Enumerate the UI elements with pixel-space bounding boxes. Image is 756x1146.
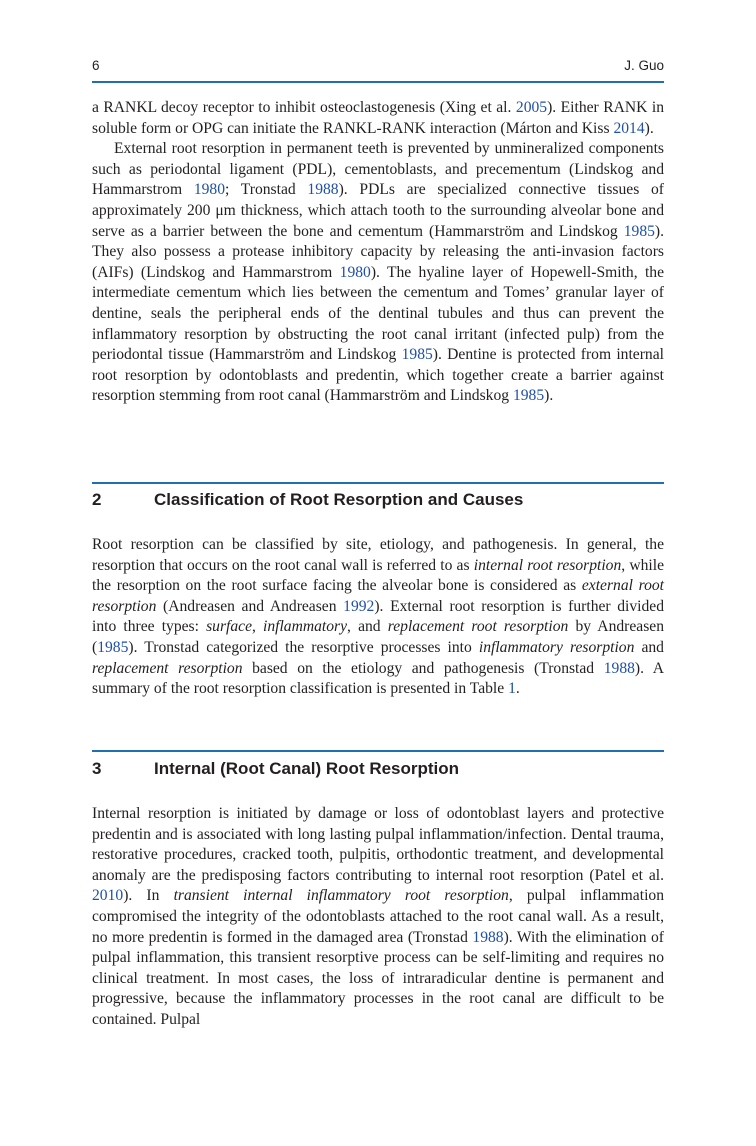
citation-link[interactable]: 1992 xyxy=(343,597,375,615)
citation-link[interactable]: 2014 xyxy=(613,119,645,137)
citation-link[interactable]: 1985 xyxy=(512,387,545,405)
citation-link[interactable]: 1985 xyxy=(97,638,129,656)
citation-link[interactable]: 1988 xyxy=(603,659,635,677)
citation-link[interactable]: 1988 xyxy=(472,928,504,946)
section-heading xyxy=(92,490,664,510)
text-run: , xyxy=(251,618,264,636)
table-link[interactable]: 1 xyxy=(508,680,516,698)
text-run: ). A summary of the root resorption classification is presented in Table xyxy=(92,659,664,698)
section-number: 2 xyxy=(92,490,102,509)
text-run: ). Dentine is protected from internal root resorption by odontoblasts and predentin, which together create a barrier against resorption stemming from root canal (Hammarström and Lindskog xyxy=(92,346,664,405)
text-run: , pulpal inflammation compromised the integrity of the odontoblasts attached to the root canal wall. As a result, no more predentin is formed in the damaged area (Tronstad xyxy=(92,887,664,946)
section-2-text xyxy=(92,535,664,700)
text-run: ). They also possess a protease inhibitory capacity by releasing the anti-invasion factors (AIFs) (Lindskog and Hammarstrom xyxy=(92,222,664,281)
italic-term: inflammatory xyxy=(263,618,348,636)
running-author: J. Guo xyxy=(624,58,664,73)
citation-link[interactable]: 1985 xyxy=(401,346,433,364)
text-run: ). PDLs are specialized connective tissues of approximately 200 μm thickness, which attach tooth to the surrounding alveolar bone and serve as a barrier between the bone and cementum (Hammarström and Lindskog xyxy=(92,181,664,240)
text-run: a RANKL decoy receptor to inhibit osteoclastogenesis (Xing et al. xyxy=(92,99,516,116)
text-run: Root resorption can be classified by site, etiology, and pathogenesis. In general, the resorption that occurs on the root canal wall is referred to as xyxy=(92,536,664,574)
italic-term: external root resorption xyxy=(92,577,665,615)
italic-term: replacement resorption xyxy=(92,659,243,677)
text-run: , and xyxy=(347,618,388,636)
text-run: ). Tronstad categorized the resorptive processes into xyxy=(128,638,479,656)
italic-term: internal root resorption xyxy=(473,556,622,574)
italic-term: inflammatory resorption xyxy=(478,638,635,656)
citation-link[interactable]: 2005 xyxy=(515,99,548,116)
paragraph xyxy=(92,139,664,407)
text-run: ). xyxy=(544,387,554,405)
text-run: based on the etiology and pathogenesis (Tronstad xyxy=(242,659,604,677)
text-run: ). xyxy=(644,119,654,137)
header-rule xyxy=(92,81,664,83)
text-run: and xyxy=(634,638,664,656)
section-number: 3 xyxy=(92,759,102,778)
paragraph xyxy=(92,535,664,700)
running-header xyxy=(92,58,664,73)
text-run: . xyxy=(515,680,520,698)
section-rule xyxy=(92,482,664,484)
text-run: (Andreasen and Andreasen xyxy=(156,597,344,615)
text-run: Internal resorption is initiated by damage or loss of odontoblast layers and protective predentin and is associated with long lasting pulpal inflammation/infection. Dental trauma, restorative procedures, cracked tooth, pulpitis, orthodontic treatment, and developmental anomaly are the predisposing factors contributing to internal root resorption (Patel et al. xyxy=(92,805,664,884)
italic-term: replacement root resorption xyxy=(387,618,569,636)
italic-term: transient internal inflammatory root resorption xyxy=(173,887,509,905)
text-run: ; Tronstad xyxy=(225,181,308,199)
text-run: , while the resorption on the root surface facing the alveolar bone is considered as xyxy=(92,556,664,595)
paragraph xyxy=(92,98,664,139)
section-heading xyxy=(92,759,664,779)
text-run: ). In xyxy=(123,887,174,905)
section-rule xyxy=(92,750,664,752)
text-run: ). External root resorption is further divided into three types: xyxy=(92,597,665,636)
text-run: ). With the elimination of pulpal inflammation, this transient resorptive process can be self-limiting and requires no clinical treatment. In most cases, the loss of intraradicular dentine is permanent and progressive, because the inflammatory processes in the root canal are difficult to be contained. Pulpal xyxy=(92,928,665,1028)
section-title: Classification of Root Resorption and Causes xyxy=(154,490,524,509)
citation-link[interactable]: 1988 xyxy=(307,181,339,199)
section-title: Internal (Root Canal) Root Resorption xyxy=(154,759,460,778)
citation-link[interactable]: 2010 xyxy=(92,887,124,905)
section-3-text xyxy=(92,804,664,1031)
text-run: ). The hyaline layer of Hopewell-Smith, the intermediate cementum which lies between the cementum and Tomes’ granular layer of dentine, seals the peripheral ends of the dentinal tubules and thus can prevent the inflammatory resorption by obstructing the root canal irritant (infected pulp) from the periodontal tissue (Hammarström and Lindskog xyxy=(92,263,664,364)
text-run: External root resorption in permanent teeth is prevented by unmineralized components such as periodontal ligament (PDL), cementoblasts, and precementum (Lindskog and Hammarstrom xyxy=(92,140,664,199)
paragraph xyxy=(92,804,664,1031)
citation-link[interactable]: 1980 xyxy=(339,263,371,281)
intro-text xyxy=(92,98,664,407)
italic-term: surface xyxy=(206,618,252,636)
citation-link[interactable]: 1980 xyxy=(193,181,225,199)
citation-link[interactable]: 1985 xyxy=(623,222,655,240)
text-run: by Andreasen ( xyxy=(92,618,664,656)
page-number: 6 xyxy=(92,58,100,73)
text-run: ). Either RANK in soluble form or OPG can initiate the RANKL-RANK interaction (Márton and Kiss xyxy=(92,99,664,137)
